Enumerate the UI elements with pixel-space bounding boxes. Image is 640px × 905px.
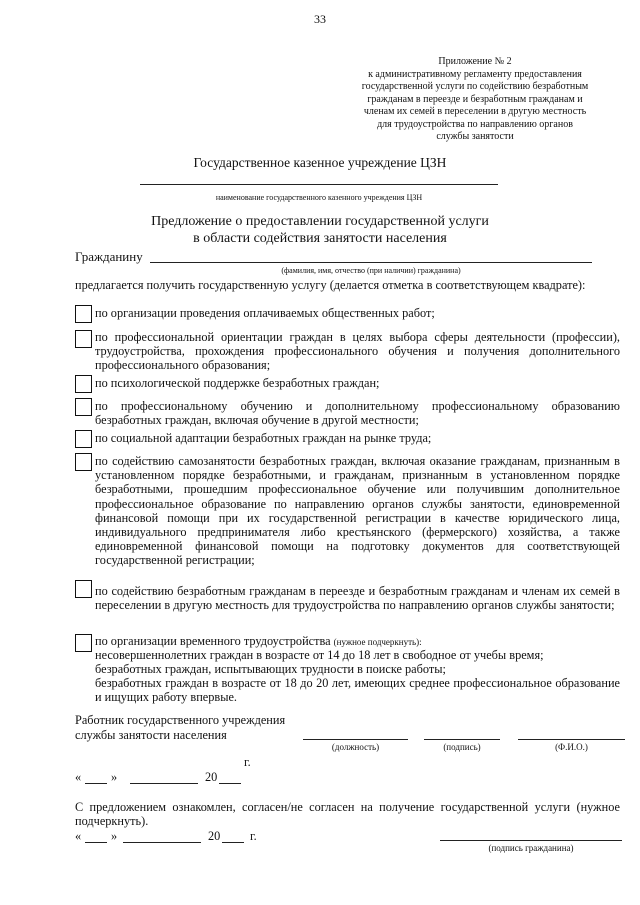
year-prefix: 20 [208,829,221,843]
quote-close: » [111,829,118,843]
checkbox-professional-training[interactable] [75,398,92,416]
appendix-line: членам их семей в переселении в другую местность [363,106,587,117]
signature-field[interactable] [424,739,500,740]
appendix-line: для трудоустройства по направлению органов [377,118,573,130]
date-row-2 [75,829,295,847]
service-temporary-employment [95,634,620,649]
citizen-signature-caption: (подпись гражданина) [488,843,574,853]
date-g-2: г. [250,829,257,843]
service-professional-training: по профессиональному обучению и дополнительному профессиональному образованию безработных граждан, включая обучение в другой местности; [95,399,620,428]
quote-open: « [75,829,82,843]
checkbox-self-employment[interactable] [75,453,92,471]
intro-text: предлагается получить государственную услугу (делается отметка в соответствующем квадрате): [75,278,586,292]
temp-option-graduates: безработных граждан в возрасте от 18 до 20 лет, имеющих среднее профессиональное образование и ищущих работу впервые. [95,676,620,705]
citizen-signature-field[interactable] [440,840,622,841]
service-psychological-support: по психологической поддержке безработных граждан; [95,376,380,390]
year-field[interactable] [222,842,244,843]
temp-option-difficulty: безработных граждан, испытывающих трудности в поиске работы; [95,662,446,676]
month-field[interactable] [130,783,198,784]
date-g-1: г. [244,755,251,769]
quote-close: » [111,770,118,784]
day-field[interactable] [85,783,107,784]
date-row-1 [75,770,275,788]
page-number: 33 [314,12,326,26]
appendix-header [330,56,620,144]
month-field[interactable] [123,842,201,843]
signature-caption: (подпись) [443,742,481,752]
checkbox-career-guidance[interactable] [75,330,92,348]
appendix-line: государственной услуги по содействию безработным [361,81,589,92]
checkbox-public-works[interactable] [75,305,92,323]
day-field[interactable] [85,842,107,843]
service-relocation: по содействию безработным гражданам в переезде и безработным гражданам и членам их семей в переселении в другую местность для трудоустройства по направлению органов службы занятости; [95,584,620,613]
fio-caption: (Ф.И.О.) [555,742,588,752]
title-line-2: в области содействия занятости населения [193,231,447,246]
service-public-works: по организации проведения оплачиваемых общественных работ; [95,306,435,320]
document-title [0,213,640,247]
fio-field[interactable] [518,739,625,740]
appendix-line: гражданам в переезде и безработным гражданам и [367,93,583,105]
appendix-line: к административному регламенту предоставления [368,68,582,80]
appendix-line: Приложение № 2 [438,56,512,67]
temp-employment-label: по организации временного трудоустройства [95,634,331,648]
title-line-1: Предложение о предоставлении государственной услуги [151,214,489,229]
checkbox-temporary-employment[interactable] [75,634,92,652]
checkbox-relocation[interactable] [75,580,92,598]
service-social-adaptation: по социальной адаптации безработных граждан на рынке труда; [95,431,432,445]
org-name-line [140,184,498,185]
temp-option-minors: несовершеннолетних граждан в возрасте от 14 до 18 лет в свободное от учебы время; [95,648,544,662]
organization-name: Государственное казенное учреждение ЦЗН [193,155,447,170]
position-field[interactable] [303,739,408,740]
checkbox-psychological-support[interactable] [75,375,92,393]
worker-line-1: Работник государственного учреждения [75,713,286,727]
temp-employment-note: (нужное подчеркнуть): [333,637,422,647]
position-caption: (должность) [331,742,380,752]
org-caption: наименование государственного казенного учреждения ЦЗН [215,193,423,202]
year-prefix: 20 [205,770,218,784]
citizen-label: Гражданину [75,249,143,264]
citizen-name-field[interactable] [150,262,592,263]
acquainted-text: С предложением ознакомлен, согласен/не согласен на получение государственной услуги (нужное подчеркнуть). [75,800,620,829]
year-field[interactable] [219,783,241,784]
service-career-guidance: по профессиональной ориентации граждан в целях выбора сферы деятельности (профессии), трудоустройства, прохождения профессионального обучения и получения дополнительного профессионального образования; [95,330,620,373]
citizen-caption: (фамилия, имя, отчество (при наличии) гражданина) [281,266,461,275]
worker-line-2: службы занятости населения [75,728,227,742]
service-self-employment: по содействию самозанятости безработных граждан, включая оказание гражданам, признанным в установленном порядке безработными, и гражданам, признанным в установленном порядке безработными, прошедшим профессиональное обучение или получившим дополнительное профессиональное образование по направлению органов службы занятости, единовременной финансовой помощи при их государственной регистрации в качестве юридического лица, индивидуального предпринимателя либо крестьянского (фермерского) хозяйства, а также единовременной финансовой помощи на подготовку документов для соответствующей государственной регистрации; [95,454,620,568]
appendix-line: службы занятости [436,131,514,142]
quote-open: « [75,770,82,784]
checkbox-social-adaptation[interactable] [75,430,92,448]
